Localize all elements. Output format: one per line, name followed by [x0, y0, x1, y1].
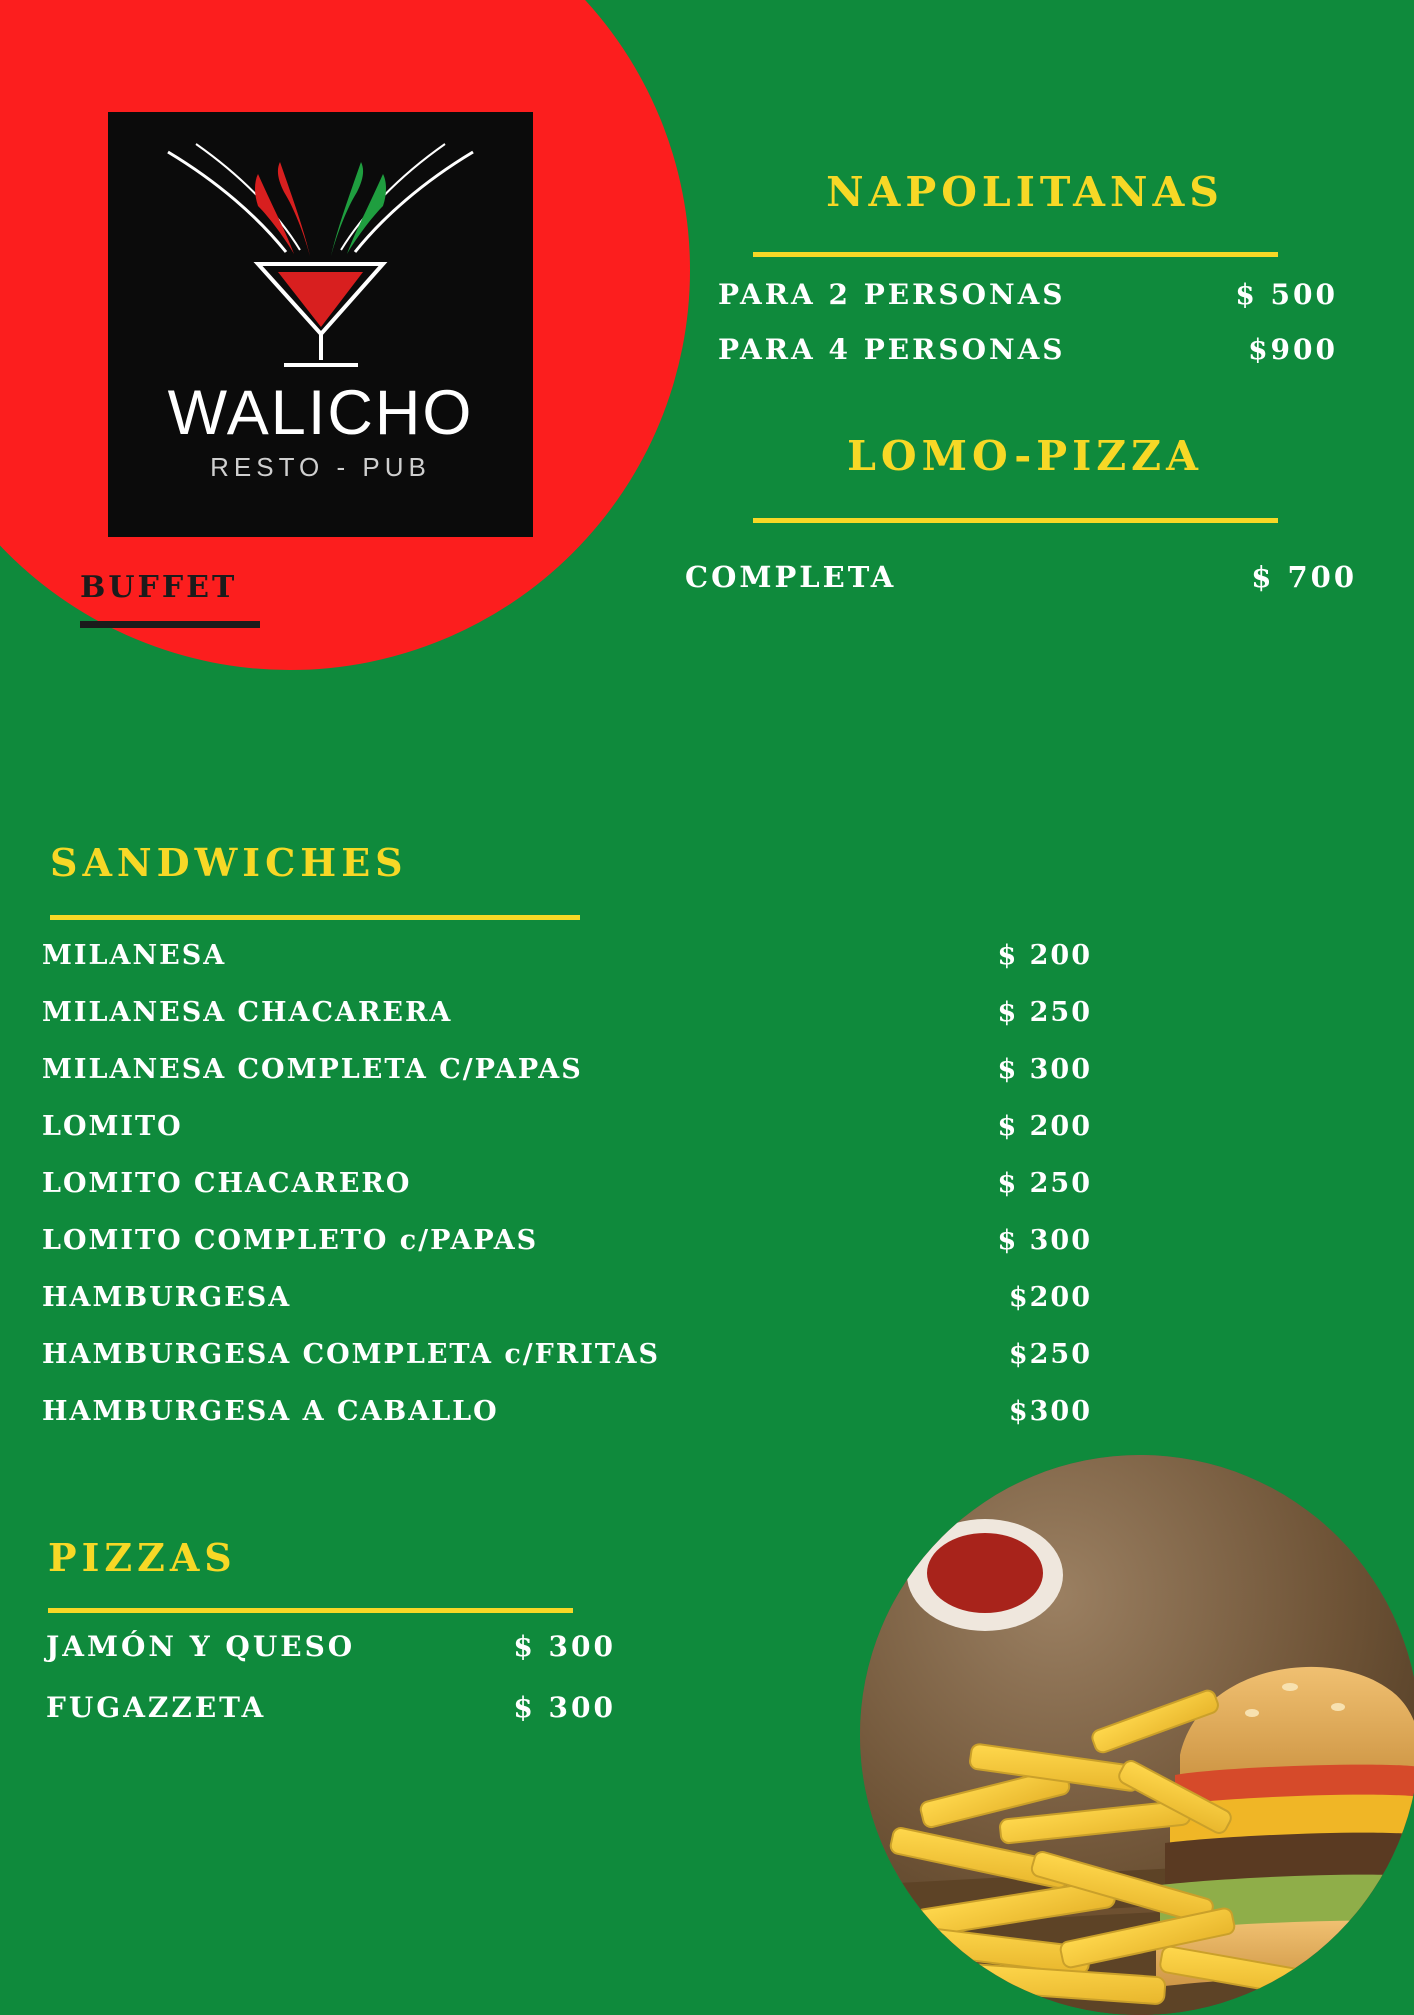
menu-item-name: MILANESA CHACARERA — [42, 997, 453, 1028]
logo-wordmark: WALICHO — [167, 378, 474, 448]
logo-subtitle: RESTO - PUB — [210, 452, 431, 482]
menu-item-price: $ 300 — [513, 1691, 616, 1724]
menu-item-name: LOMITO — [42, 1111, 183, 1142]
section-pizzas-items — [46, 1630, 736, 1752]
menu-item-name: HAMBURGESA — [42, 1282, 292, 1313]
menu-item-name: PARA 2 PERSONAS — [718, 278, 1066, 311]
section-lomo-pizza-items — [685, 560, 1357, 594]
menu-item-row — [685, 560, 1357, 594]
section-lomo-pizza-header — [745, 432, 1305, 523]
menu-item-row — [42, 1054, 1092, 1085]
menu-item-name: FUGAZZETA — [46, 1691, 267, 1724]
buffet-underline — [80, 621, 260, 628]
menu-item-name: COMPLETA — [685, 560, 897, 594]
menu-item-row — [718, 333, 1338, 366]
menu-item-price: $200 — [1008, 1282, 1092, 1313]
menu-item-name: LOMITO COMPLETO c/PAPAS — [42, 1225, 539, 1256]
menu-item-row — [42, 1168, 1092, 1199]
section-title-lomo-pizza: LOMO-PIZZA — [847, 432, 1203, 480]
menu-item-price: $ 250 — [997, 1168, 1092, 1199]
burger-and-fries-illustration — [860, 1455, 1414, 2015]
menu-item-row — [46, 1691, 736, 1724]
menu-item-price: $ 200 — [997, 940, 1092, 971]
menu-item-row — [42, 940, 1092, 971]
section-sandwiches-header — [50, 840, 630, 920]
menu-item-row — [718, 278, 1338, 311]
menu-item-price: $ 300 — [997, 1225, 1092, 1256]
section-underline-napolitanas — [753, 252, 1278, 257]
menu-item-name: HAMBURGESA COMPLETA c/FRITAS — [42, 1339, 660, 1370]
section-underline-sandwiches — [50, 915, 580, 920]
section-sandwiches-items — [42, 940, 1092, 1453]
section-napolitanas-items — [718, 278, 1338, 388]
menu-item-name: MILANESA — [42, 940, 227, 971]
menu-item-name: MILANESA COMPLETA C/PAPAS — [42, 1054, 583, 1085]
buffet-title: BUFFET — [80, 570, 238, 605]
menu-item-name: JAMÓN Y QUESO — [46, 1630, 356, 1663]
section-underline-lomo-pizza — [753, 518, 1278, 523]
menu-item-price: $250 — [1008, 1339, 1092, 1370]
menu-item-row — [42, 1396, 1092, 1427]
section-pizzas-header — [48, 1535, 628, 1613]
section-title-sandwiches: SANDWICHES — [50, 840, 408, 885]
food-photo — [860, 1455, 1414, 2015]
cocktail-glass-icon — [108, 122, 533, 382]
menu-item-row — [42, 1225, 1092, 1256]
menu-item-row — [42, 997, 1092, 1028]
menu-item-row — [42, 1282, 1092, 1313]
menu-item-price: $ 250 — [997, 997, 1092, 1028]
menu-item-row — [42, 1111, 1092, 1142]
buffet-block — [80, 570, 260, 628]
section-napolitanas-header — [745, 168, 1305, 257]
section-title-pizzas: PIZZAS — [48, 1535, 237, 1580]
brand-logo — [108, 112, 533, 537]
menu-item-price: $ 700 — [1251, 560, 1357, 594]
menu-item-price: $ 300 — [513, 1630, 616, 1663]
menu-item-price: $ 300 — [997, 1054, 1092, 1085]
menu-item-name: LOMITO CHACARERO — [42, 1168, 412, 1199]
menu-item-price: $ 500 — [1235, 278, 1338, 311]
menu-item-name: HAMBURGESA A CABALLO — [42, 1396, 499, 1427]
menu-item-price: $900 — [1248, 333, 1338, 366]
menu-item-row — [46, 1630, 736, 1663]
menu-item-row — [42, 1339, 1092, 1370]
menu-item-price: $ 200 — [997, 1111, 1092, 1142]
menu-item-name: PARA 4 PERSONAS — [718, 333, 1066, 366]
section-underline-pizzas — [48, 1608, 573, 1613]
menu-item-price: $300 — [1008, 1396, 1092, 1427]
section-title-napolitanas: NAPOLITANAS — [826, 168, 1224, 216]
